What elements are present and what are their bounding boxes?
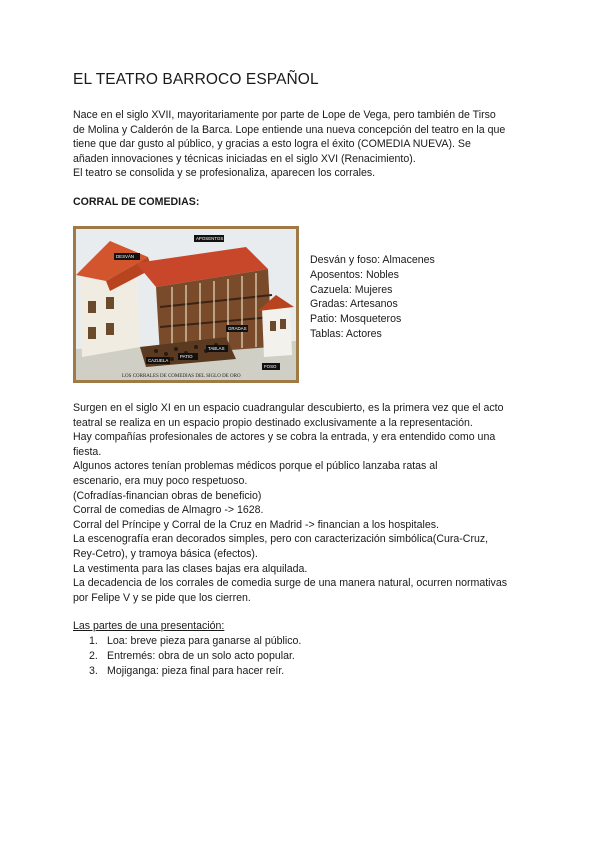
corral-illustration — [73, 226, 299, 383]
body-line: La decadencia de los corrales de comedia surge de una manera natural, ocurren normativas — [73, 577, 508, 590]
list-text: Entremés: obra de un solo acto popular. — [107, 649, 295, 662]
intro-line: El teatro se consolida y se profesionaliza, aparecen los corrales. — [73, 167, 376, 180]
body-line: La escenografía eran decorados simples, pero con caracterización simbólica(Cura-Cruz, — [73, 533, 489, 546]
page-title: EL TEATRO BARROCO ESPAÑOL — [73, 71, 319, 88]
list-number: 3. — [89, 664, 98, 677]
intro-line: añaden innovaciones y técnicas iniciadas en el siglo XVI (Renacimiento). — [73, 152, 416, 165]
label-desvan: DESVÁN — [116, 254, 135, 259]
legend-item: Gradas: Artesanos — [310, 298, 398, 311]
legend-item: Patio: Mosqueteros — [310, 313, 402, 326]
body-line: teatral se realiza en un espacio propio destinado exclusivamente a la representación. — [73, 416, 473, 429]
body-line: fiesta. — [73, 445, 102, 458]
intro-paragraph — [73, 108, 505, 181]
figure-caption: LOS CORRALES DE COMEDIAS DEL SIGLO DE ORO — [122, 374, 241, 379]
legend-item: Tablas: Actores — [310, 327, 382, 340]
intro-line: tiene que dar gusto al público, y gracias a esto logra el éxito (COMEDIA NUEVA). Se — [73, 138, 471, 151]
body-line: (Cofradías-financian obras de beneficio) — [73, 489, 262, 502]
list-number: 1. — [89, 635, 98, 647]
list-text: Loa: breve pieza para ganarse al público. — [107, 635, 302, 647]
label-patio: PATIO — [180, 354, 193, 359]
corral-drawing — [76, 229, 296, 380]
list-number: 2. — [89, 649, 98, 662]
list-text: Mojiganga: pieza final para hacer reír. — [107, 664, 285, 677]
section-heading: CORRAL DE COMEDIAS: — [73, 196, 200, 208]
label-aposentos: APOSENTOS — [196, 236, 224, 241]
legend-item: Aposentos: Nobles — [310, 268, 399, 281]
legend-list — [310, 253, 435, 342]
body-line: Algunos actores tenían problemas médicos porque el público lanzaba ratas al — [73, 460, 438, 473]
intro-line: Nace en el siglo XVII, mayoritariamente por parte de Lope de Vega, pero también de Tirso — [73, 109, 496, 121]
legend-item: Cazuela: Mujeres — [310, 283, 393, 296]
body-line: Rey-Cetro), y tramoya básica (efectos). — [73, 547, 258, 560]
body-line: Surgen en el siglo XI en un espacio cuadrangular descubierto, es la primera vez que el acto — [73, 402, 504, 414]
body-line: Corral del Príncipe y Corral de la Cruz en Madrid -> financian a los hospitales. — [73, 518, 439, 531]
body-line: Hay compañías profesionales de actores y se cobra la entrada, y era entendido como una — [73, 431, 496, 444]
body-line: escenario, era muy poco respetuoso. — [73, 474, 248, 487]
parts-heading: Las partes de una presentación: — [73, 620, 225, 632]
body-line: Corral de comedias de Almagro -> 1628. — [73, 504, 264, 517]
label-foso: FOSO — [264, 364, 277, 369]
body-line: La vestimenta para las clases bajas era alquilada. — [73, 562, 308, 575]
label-cazuela: CAZUELA — [148, 358, 169, 363]
label-tablas: TABLAS — [208, 346, 225, 351]
intro-line: de Molina y Calderón de la Barca. Lope entiende una nueva concepción del teatro en la que — [73, 123, 506, 136]
label-gradas: GRADAS — [228, 326, 247, 331]
legend-item: Desván y foso: Almacenes — [310, 254, 435, 266]
body-paragraph — [73, 401, 507, 605]
body-line: por Felipe V y se pide que los cierren. — [73, 591, 251, 604]
